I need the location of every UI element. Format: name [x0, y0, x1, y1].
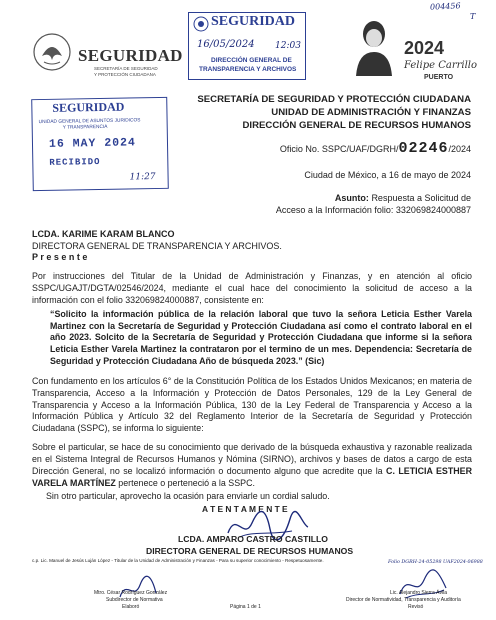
cc-left: c.p. Lic. Manuel de Jesús Luján López - Titular de la Unidad de Administración y Finanzas - Para su superior conocimiento - Respetuosamente.: [32, 558, 324, 563]
logo-left-sub1: SECRETARÍA DE SEGURIDAD: [94, 66, 158, 71]
body-paragraph-2: Con fundamento en los artículos 6° de la Constitución Política de los Estados Unidos Mexicanos; en materia de Transparencia, Acceso a la Información y Protección de Datos Personales, 129 de la Ley General de Transparencia y Acceso a la Información Pública, 130 de la Ley Federal de Transparencia y Acceso a la Información Pública y Artículo 32 del Reglamento Interior de la Secretaría de Seguridad y Protección Ciudadana (SSPC), se informa lo siguiente:: [32, 376, 472, 434]
year-logo: [352, 14, 482, 90]
stamp-top-unit2: TRANSPARENCIA Y ARCHIVOS: [199, 66, 297, 73]
signature-title: DIRECTORA GENERAL DE RECURSOS HUMANOS: [146, 546, 354, 556]
stamp-received: [31, 97, 169, 191]
body-paragraph-3-b: pertenece o perteneció a la SSPC.: [115, 478, 255, 488]
eagle-emblem-icon: [32, 30, 72, 76]
heading-line-3: DIRECCIÓN GENERAL DE RECURSOS HUMANOS: [242, 120, 471, 131]
stamp-received-date: 16 MAY 2024: [48, 136, 137, 151]
stamp-top: [188, 12, 306, 80]
oficio-suffix: /2024: [448, 144, 471, 154]
footer-right-role: Revisó: [408, 604, 424, 610]
footer-right-title: Director de Normatividad, Transparencia y Auditoría: [346, 597, 461, 603]
stamp-seal-icon: [193, 16, 209, 32]
stamp-received-time: 11:27: [129, 172, 156, 183]
corner-mark-2: T: [470, 12, 476, 21]
year-logo-year: 2024: [404, 38, 445, 58]
heading-line-1: SECRETARÍA DE SEGURIDAD Y PROTECCIÓN CIUDADANA: [197, 94, 471, 105]
stamp-received-name: SEGURIDAD: [52, 99, 125, 115]
stamp-top-date: 16/05/2024: [197, 39, 255, 50]
footer-right-name: Lic. Alejandro Sierra Ávila: [390, 590, 447, 596]
footer-page: Página 1 de 1: [230, 604, 261, 610]
signature-atentamente: A T E N T A M E N T E: [202, 504, 288, 514]
stamp-received-status: RECIBIDO: [49, 156, 101, 168]
asunto-label: Asunto:: [334, 193, 369, 203]
stamp-received-unit1: UNIDAD GENERAL DE ASUNTOS JURIDICOS: [38, 118, 141, 126]
body-closing: Sin otro particular, aprovecho la ocasión para enviarle un cordial saludo.: [46, 491, 330, 501]
footer-left-name: Mtro. César Rodríguez González: [94, 590, 168, 596]
body-paragraph-1: Por instrucciones del Titular de la Unidad de Administración y Finanzas, y en atención al oficio SSPC/UGAJT/DGTA/02546/2024, mediante el cual hace del conocimiento la solicitud de acceso a la información con el folio 332069824000887, consistente en:: [32, 271, 472, 305]
recipient-title: DIRECTORA GENERAL DE TRANSPARENCIA Y ARCHIVOS.: [32, 241, 282, 251]
logo-left: [32, 28, 182, 80]
stamp-top-unit1: DIRECCIÓN GENERAL DE: [211, 57, 292, 64]
asunto-line-2: Acceso a la Información folio: 332069824000887: [275, 205, 471, 215]
heading-line-2: UNIDAD DE ADMINISTRACIÓN Y FINANZAS: [271, 107, 471, 118]
year-logo-person2: PUERTO: [424, 74, 454, 81]
corner-mark: 004456: [429, 1, 461, 12]
stamp-top-time: 12:03: [275, 41, 301, 51]
recipient-name: LCDA. KARIME KARAM BLANCO: [32, 229, 175, 239]
portrait-icon: [352, 16, 396, 78]
body-quote: “Solicito la información pública de la relación laboral que tuvo la señora Leticia Esther Varela Martinez con la Secretaría de Seguridad y Protección Ciudadana así como el contrato laboral en el año 2023. Solcito de la Secretaría de Seguridad y Protección Ciudadana que informe si la señora Leticia Esther Varela Martinez la contrataron por el termino de un mes. Dependencia: Secretaría de Seguridad y Protección Ciudadana Año de búsqueda 2023.” (Sic): [50, 309, 472, 366]
recipient-presente: P r e s e n t e: [32, 252, 88, 262]
stamp-top-name: SEGURIDAD: [211, 14, 296, 29]
year-logo-person: Felipe Carrillo: [404, 60, 477, 71]
body-paragraph-3-a: Sobre el particular, se hace de su conocimiento que derivado de la búsqueda exhaustiva y razonable realizada en el Sistema Integral de Recursos Humanos y Nómina (SIRNO), archivos y bases de datos a cargo de esta Dirección General, no se localizó información o documento alguno que acredite que la: [32, 442, 472, 476]
body-paragraph-3-name: C. LETICIA ESTHER VARELA MARTÍNEZ: [32, 466, 472, 488]
cc-right: Folio DGRH-24-05298 UAF2024-06988: [388, 560, 483, 565]
footer-left-role: Elaboró: [122, 604, 140, 610]
oficio-prefix: Oficio No. SSPC/UAF/DGRH/: [279, 144, 399, 154]
oficio-line: [280, 140, 471, 157]
asunto-text-1: Respuesta a Solicitud de: [371, 193, 471, 203]
place-date: Ciudad de México, a 16 de mayo de 2024: [304, 170, 471, 180]
logo-left-sub2: Y PROTECCIÓN CIUDADANA: [94, 72, 156, 77]
body-paragraph-3: [32, 441, 472, 489]
signature-name: LCDA. AMPARO CASTRO CASTILLO: [178, 534, 328, 544]
asunto-line-1: [335, 193, 471, 203]
oficio-number: 02246: [398, 140, 449, 157]
stamp-received-unit2: Y TRANSPARENCIA: [62, 124, 108, 131]
footer-left-title: Subdirector de Normativa: [106, 597, 163, 603]
logo-left-name: SEGURIDAD: [78, 46, 183, 65]
